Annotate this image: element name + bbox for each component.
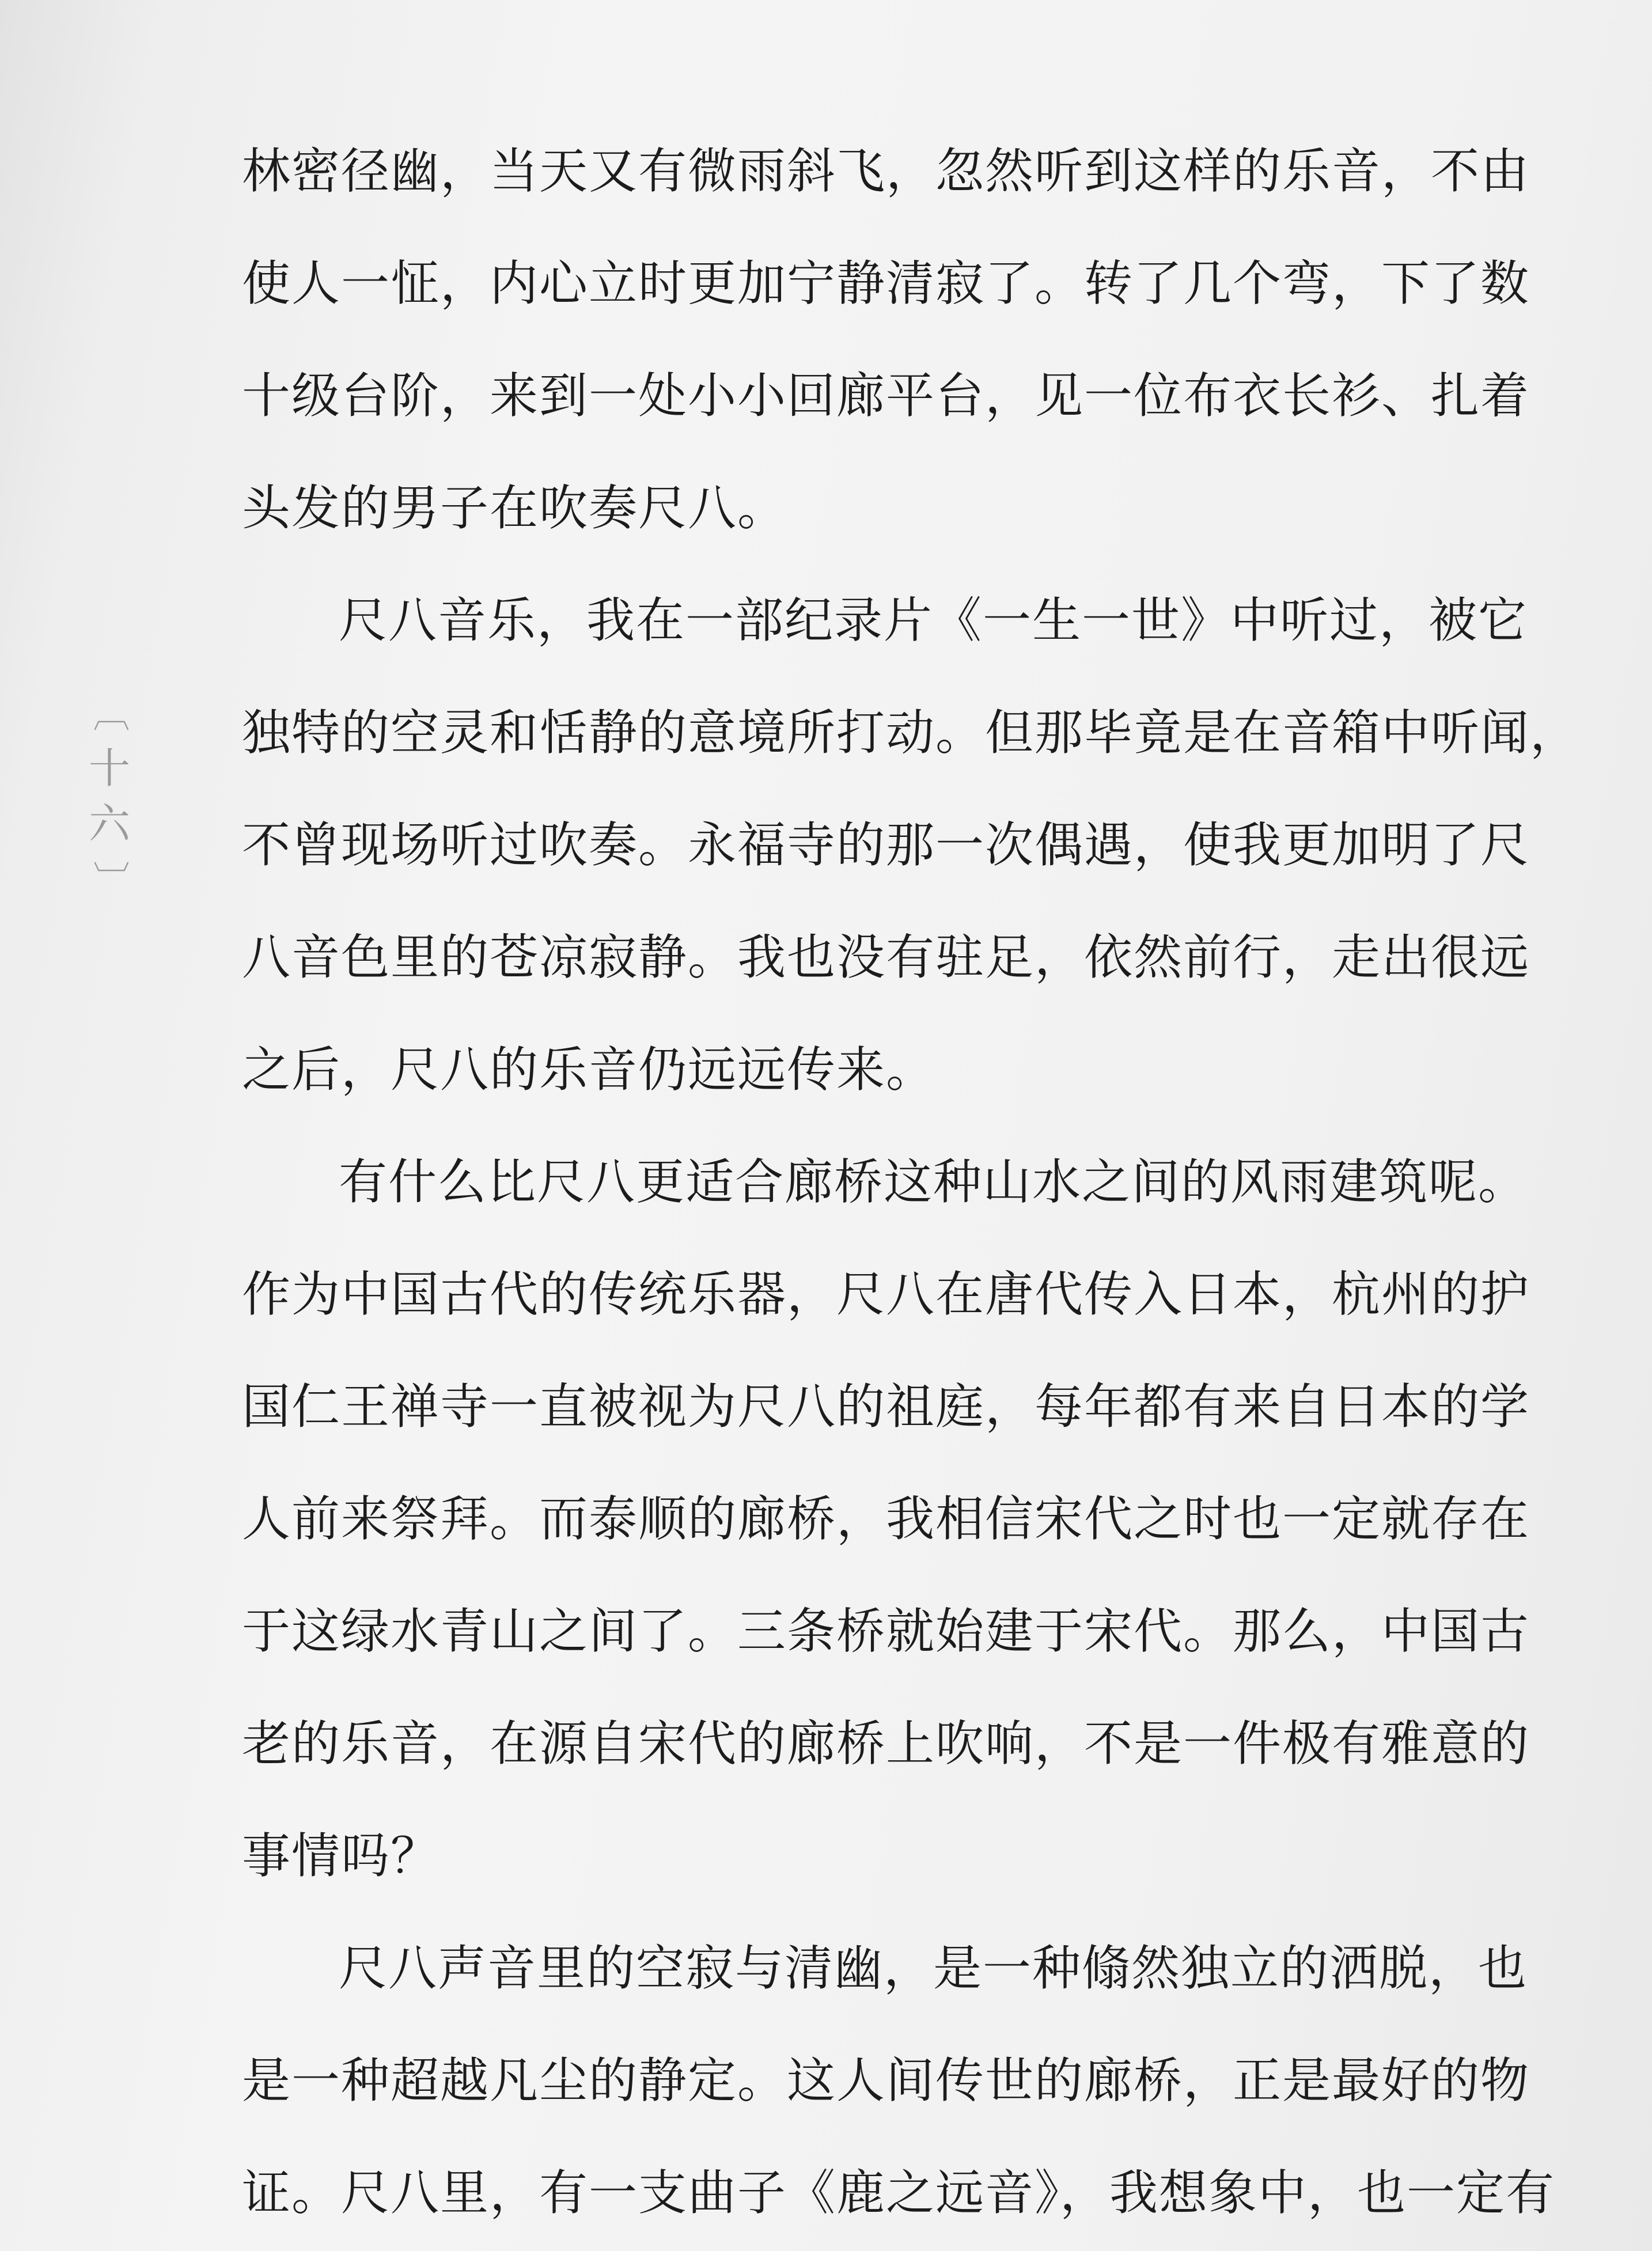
- text-line: 作为中国古代的传统乐器，尺八在唐代传入日本，杭州的护: [242, 1266, 1530, 1322]
- text-line: 证。尺八里，有一支曲子《鹿之远音》，我想象中，也一定有: [242, 2165, 1556, 2221]
- text-line: 有什么比尺八更适合廊桥这种山水之间的风雨建筑呢。: [339, 1154, 1528, 1210]
- text-line: 国仁王禅寺一直被视为尺八的祖庭，每年都有来自日本的学: [242, 1378, 1530, 1435]
- page-number-close-bracket: 〕: [88, 861, 131, 897]
- text-line: 事情吗？: [242, 1828, 441, 1884]
- text-line: 独特的空灵和恬静的意境所打动。但那毕竟是在音箱中听闻，: [242, 704, 1580, 761]
- text-line: 使人一怔，内心立时更加宁静清寂了。转了几个弯，下了数: [242, 255, 1530, 312]
- text-line: 不曾现场听过吹奏。永福寺的那一次偶遇，使我更加明了尺: [242, 817, 1530, 873]
- text-line: 林密径幽，当天又有微雨斜飞，忽然听到这样的乐音，不由: [242, 143, 1530, 199]
- text-line: 于这绿水青山之间了。三条桥就始建于宋代。那么，中国古: [242, 1603, 1530, 1659]
- paragraph-4: [242, 1912, 1556, 2249]
- page-number-open-bracket: 〔: [88, 695, 131, 732]
- page-number: [86, 685, 132, 907]
- paragraph-1: [242, 115, 1530, 564]
- page-number-digit-2: 六: [88, 799, 130, 848]
- page-number-digit-1: 十: [88, 744, 130, 793]
- paragraph-2: [242, 564, 1580, 1126]
- text-line: 尺八声音里的空寂与清幽，是一种翛然独立的洒脱，也: [339, 1940, 1528, 1996]
- text-line: 人前来祭拜。而泰顺的廊桥，我相信宋代之时也一定就存在: [242, 1491, 1530, 1547]
- text-line: 尺八音乐，我在一部纪录片《一生一世》中听过，被它: [339, 592, 1528, 649]
- paragraph-3: [242, 1126, 1530, 1912]
- text-line: 之后，尺八的乐音仍远远传来。: [242, 1041, 936, 1098]
- body-text: [242, 115, 1580, 2249]
- text-line: 是一种超越凡尘的静定。这人间传世的廊桥，正是最好的物: [242, 2052, 1530, 2109]
- text-line: 八音色里的苍凉寂静。我也没有驻足，依然前行，走出很远: [242, 929, 1530, 986]
- text-line: 头发的男子在吹奏尺八。: [242, 480, 787, 536]
- text-line: 老的乐音，在源自宋代的廊桥上吹响，不是一件极有雅意的: [242, 1715, 1530, 1772]
- text-line: 十级台阶，来到一处小小回廊平台，见一位布衣长衫、扎着: [242, 367, 1530, 424]
